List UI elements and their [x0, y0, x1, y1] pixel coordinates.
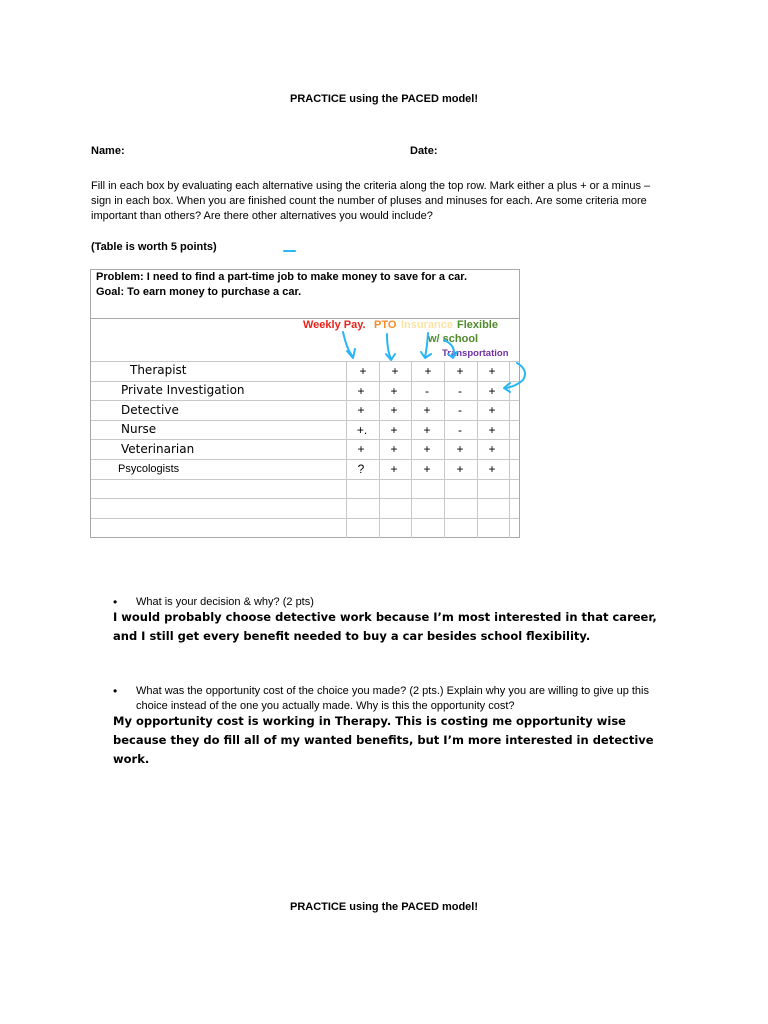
table-cell: +	[357, 442, 365, 456]
table-cell: -	[458, 384, 462, 398]
table-cell: +	[456, 442, 464, 456]
answer-2: My opportunity cost is working in Therapy. This is costing me opportunity wise because they do fill all of my wanted benefits, but I’m more interested in detective work.	[113, 714, 654, 766]
criterion-transportation: Transportation	[442, 348, 509, 359]
table-cell: +	[390, 384, 398, 398]
table-cell: +	[423, 462, 431, 476]
criterion-insurance: Insurance	[401, 319, 453, 331]
table-cell: +	[390, 403, 398, 417]
points-note: (Table is worth 5 points)	[91, 241, 217, 253]
table-cell: -	[425, 384, 429, 398]
table-cell: +	[456, 364, 464, 378]
goal-text: Goal: To earn money to purchase a car.	[96, 286, 302, 298]
table-cell: +	[357, 403, 365, 417]
question-2	[113, 684, 673, 714]
table-cell: +	[357, 384, 365, 398]
question-2-text: What was the opportunity cost of the choice you made? (2 pts.) Explain why you are willing to give up this choice instead of the one you actually made. Why is this the opportunity cost?	[136, 685, 649, 712]
table-cell: +.	[356, 423, 368, 437]
table-cell: +	[390, 423, 398, 437]
table-cell: +	[488, 384, 496, 398]
table-cell: ?	[357, 462, 365, 476]
table-cell: -	[458, 423, 462, 437]
instructions: Fill in each box by evaluating each alternative using the criteria along the top row. Mark either a plus + or a minus – sign in each box. When you are finished count the number of pluses and minuses for each. Are some criteria more important than others? Are there other alternatives you would include?	[91, 180, 651, 222]
table-cell: +	[390, 462, 398, 476]
date-label: Date:	[410, 145, 438, 157]
table-cell: +	[391, 364, 399, 378]
decision-table	[90, 269, 520, 538]
question-1-text: What is your decision & why? (2 pts)	[136, 596, 314, 608]
table-cell: +	[423, 423, 431, 437]
row-label-nurse: Nurse	[121, 422, 157, 436]
table-cell: +	[423, 403, 431, 417]
row-label-detective: Detective	[121, 403, 179, 417]
table-cell: -	[458, 403, 462, 417]
table-cell: +	[390, 442, 398, 456]
table-cell: +	[488, 423, 496, 437]
row-label-therapist: Therapist	[130, 363, 187, 377]
table-cell: +	[488, 403, 496, 417]
row-label-veterinarian: Veterinarian	[121, 442, 195, 456]
criterion-pto: PTO	[374, 319, 397, 331]
table-cell: +	[488, 462, 496, 476]
table-cell: +	[488, 364, 496, 378]
problem-text: Problem: I need to find a part-time job to make money to save for a car.	[96, 271, 468, 283]
row-label-psycologists: Psycologists	[118, 463, 180, 475]
table-cell: +	[423, 442, 431, 456]
criterion-flexible: Flexible	[457, 319, 498, 331]
pen-mark	[283, 250, 296, 252]
table-cell: +	[359, 364, 367, 378]
table-cell: +	[456, 462, 464, 476]
table-cell: +	[424, 364, 432, 378]
criterion-w-school: w/ school	[428, 333, 479, 345]
page-title: PRACTICE using the PACED model!	[289, 93, 479, 105]
answer-1: I would probably choose detective work because I’m most interested in that career, and I still get every benefit needed to buy a car besides school flexibility.	[113, 610, 657, 643]
table-cell: +	[488, 442, 496, 456]
bullet-icon: •	[113, 684, 118, 698]
bullet-icon: •	[113, 595, 118, 609]
row-label-private-investigation: Private Investigation	[121, 383, 245, 397]
name-label: Name:	[91, 145, 125, 157]
handwritten-arrows	[91, 270, 521, 539]
criterion-weekly-pay: Weekly Pay.	[303, 319, 366, 331]
page-title-repeat: PRACTICE using the PACED model!	[289, 901, 479, 913]
